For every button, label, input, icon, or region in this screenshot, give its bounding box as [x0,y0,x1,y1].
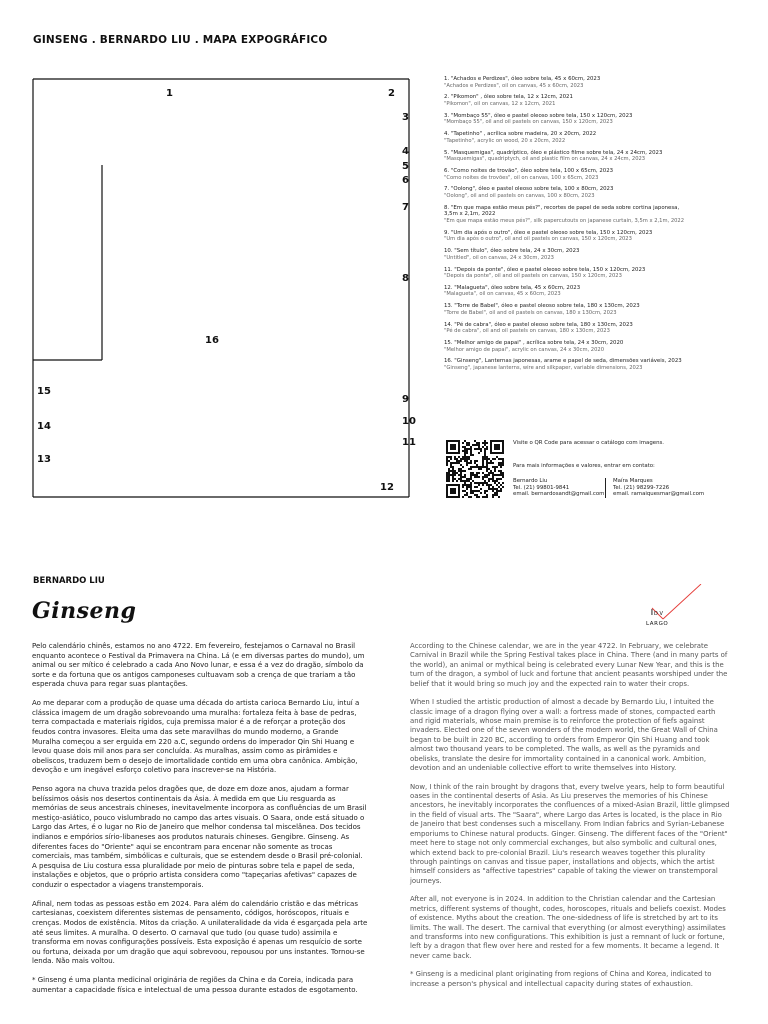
map-number: 7 [402,202,409,213]
paragraph: When I studied the artistic production of almost a decade by Bernardo Liu, I intuited the classic image of a dragon flying over a wall: a fortress made of stones, compacted earth and rigid materials, whose main premise is to reinforce the protection of fiefs against invaders. Elected one of the seven wonders of the modern world, the Great Wall of China began to be built in 220 BC, according to orders from Emperor Qin Shi Huang and took almost two thousand years to be completed. The walls, as well as the pyramids and obelisks, translate the desire for immortality contained in a canonical work. Ambition, devotion and an undeniable collective effort to write themselves into History. [410,698,718,773]
paragraph: Ao me deparar com a produção de quase uma década do artista carioca Bernardo Liu, intuí a clássica imagem de um dragão sobrevoando uma muralha: fortaleza feita à base de pedras, terra compactada e materiais rígidos, cuja premissa maior é a de reforçar a proteção dos feudos contra invasores. Eleita uma das sete maravilhas do mundo moderno, a Grande Muralha começou a ser erguida em 220 a.C, segundo ordens do imperador Qin Shi Huang e levou quase dois mil anos para ser concluída. As muralhas, assim como as pirâmides e obeliscos, traduzem bem o desejo de imortalidade contido em uma obra canônica. Ambição, devoção e um inegável esforço coletivo para inscrever-se na História. [32,699,360,775]
work-item: 7. "Oolong", óleo e pastel oleoso sobre tela, 100 x 80cm, 2023 "Oolong", oil and oil pastels on canvas, 100 x 80cm, 2023 [444,186,614,199]
work-item: 1. "Achados e Perdizes", óleo sobre tela, 45 x 60cm, 2023 "Achados e Perdizes", oil on canvas, 45 x 60cm, 2023 [444,76,601,89]
map-number: 5 [402,161,409,172]
map-number: 13 [37,454,51,465]
works-list [444,76,764,377]
footnote: * Ginseng é uma planta medicinal originária de regiões da China e da Coreia, indicada para aumentar a capacidade física e intelectual de uma pessoa durante estados de esgotamento. [32,976,358,994]
map-number: 3 [402,112,409,123]
map-number: 16 [205,335,219,346]
paragraph: After all, not everyone is in 2024. In addition to the Christian calendar and the Cartesian metrics, different systems of thought, codes, horoscopes, rituals and beliefs coexist. Modes of existence. Myths about the creation. The one-sidedness of life is stretched by art to its limits. The wall. The desert. The carnival that everything (or almost everything) assimilates and transforms into new configurations. This exhibition is just a remnant of luck or fortune, left by a dragon that flew over here and rested for a few moments. It became a legend. It never came back. [410,895,726,960]
map-number: 15 [37,386,51,397]
map-number: 6 [402,175,409,186]
map-number: 1 [166,88,173,99]
text-column-english [410,642,730,998]
work-item: 6. "Como noites de trovão", óleo sobre tela, 100 x 65cm, 2023 "Como noites de trovões", oil on canvas, 100 x 65cm, 2023 [444,167,614,181]
qr-caption: Visite o QR Code para acessar o catálogo com imagens. [513,440,665,446]
map-number: 14 [37,421,51,432]
work-item: 10. "Sem título", óleo sobre tela, 24 x 30cm, 2023 "Untitled", oil on canvas, 24 x 30cm, 2023 [444,248,580,261]
paragraph: Penso agora na chuva trazida pelos dragões que, de doze em doze anos, ajudam a formar belíssimos oásis nos desertos continentais da Ásia. À medida em que Liu resguarda as memórias de seus ancestrais chineses, inevitavelmente incorpora as confluências de um Brasil mestiço-asiático, pouco vislumbrado no campo das artes visuais. O Saara, onde está situado o Largo das Artes, é o lugar no Rio de Janeiro que melhor condensa tal miscelânea. Dos tecidos indianos e empórios sírio-libaneses aos produtos naturais chineses. Gengibre. Ginseng. As diferentes faces do "Oriente" aqui se encontram para encenar não somente as trocas comerciais, mas também, simbólicas e culturais, que se estendem desde o Brasil pré-colonial. A pesquisa de Liu costura essa pluralidade por meio de pinturas sobre tela e papel de seda, instalações e objetos, que o próprio artista considera como "tapeçarias afetivas" capazes de conduzir o espectador a viagens transtemporais. [32,785,367,890]
paragraph: Afinal, nem todas as pessoas estão em 2024. Para além do calendário cristão e das métricas cartesianas, coexistem diferentes sistemas de pensamento, códigos, horóscopos, rituais e crenças. Modos de existência. Mitos da criação. A unilateralidade da vida é esgarçada pela arte até seus limites. A muralha. O deserto. O carnaval que tudo (ou quase tudo) assimila e transforma em novas configurações possíveis. Esta exposição é apenas um resquício de sorte ou fortuna, deixada por um dragão que aqui sobrevoou, repousou por uns instantes. Tornou-se lenda. Não mais voltou. [32,899,368,966]
work-item: 14. "Pé de cabra", óleo e pastel oleoso sobre tela, 180 x 130cm, 2023 "Pé de cabra", oil and oil pastels on canvas, 180 x 130cm, 2023 [444,321,633,335]
qr-code-icon[interactable] [446,440,504,498]
work-item: 13. "Torre de Babel", óleo e pastel oleoso sobre tela, 180 x 130cm, 2023 "Torre de Babel", oil and oil pastels on canvas, 180 x 130cm, 2023 [444,303,640,316]
floor-plan [32,78,427,498]
work-item: 4. "Tapetinho" , acrílica sobre madeira, 20 x 20cm, 2022 "Tapetinho", acrylic on wood, 20 x 20cm, 2022 [444,131,597,144]
artist-name: BERNARDO LIU [33,576,105,586]
footnote: * Ginseng is a medicinal plant originating from regions of China and Korea, indicated to increase a person's physical and intellectual capacity during states of exhaustion. [410,970,712,988]
work-item: 3. "Mombaço 55", óleo e pastel oleoso sobre tela, 150 x 120cm, 2023 "Mombaço 55", oil and oil pastels on canvas, 150 x 120cm, 2023 [444,112,633,126]
work-item: 2. "Pikomon" , óleo sobre tela, 12 x 12cm, 2021 "Pikomon", oil on canvas, 12 x 12cm, 2021 [444,94,573,107]
logo-text: LARGO [646,621,669,626]
paragraph: Pelo calendário chinês, estamos no ano 4722. Em fevereiro, festejamos o Carnaval no Brasil enquanto acontece o Festival da Primavera na China. Lá (e em diversas partes do mundo), um animal ou ser mítico é celebrado a cada Ano Novo lunar, e essa é a vez do dragão, símbolo da sorte e da fortuna que os antigos camponeses cultuavam sob a crença de que trariam a tão esperada chuva para regar suas plantações. [32,642,365,689]
work-item: 11. "Depois da ponte", óleo e pastel oleoso sobre tela, 150 x 120cm, 2023 "Depois da ponte", oil and oil pastels on canvas, 150 x 120cm, 2023 [444,266,646,280]
work-item: 15. "Melhor amigo de papai" , acrílica sobre tela, 24 x 30cm, 2020 "Melhor amigo de papai", acrylic on canvas, 24 x 30cm, 2020 [444,340,624,353]
map-number: 10 [402,416,416,427]
work-item: 9. "Um dia após o outro", óleo e pastel oleoso sobre tela, 150 x 120cm, 2023 "Um dia após o outro", oil and oil pastels on canvas, 150 x 120cm, 2023 [444,229,653,243]
logo-mark: D V [654,611,663,617]
page-title: GINSENG . BERNARDO LIU . MAPA EXPOGRÁFICO [33,34,328,46]
map-number: 8 [402,273,409,284]
paragraph: According to the Chinese calendar, we are in the year 4722. In February, we celebrate Carnival in Brazil while the Spring Festival takes place in China. There (and in many parts of the world), an animal or mythical being is celebrated every Lunar New Year, and this is the turn of the dragon, a symbol of luck and fortune that ancient peasants worshiped under the belief that it would bring so much joy and the expected rain to water their crops. [410,642,728,688]
email-link[interactable]: email. ramaiquesmar@gmail.com [613,491,705,498]
floor-plan-walls [32,78,427,498]
email-link[interactable]: email. bernardosandt@gmail.com [513,491,605,498]
contact-bernardo: Bernardo Liu Tel. (21) 99801-9841 email. bernardosandt@gmail.com [513,478,605,498]
map-number: 2 [388,88,395,99]
map-number: 9 [402,394,409,405]
paragraph: Now, I think of the rain brought by dragons that, every twelve years, help to form beautiful oases in the continental deserts of Asia. As Liu preserves the memories of his Chinese ancestors, he inevitably incorporates the confluences of a mixed-Asian Brazil, little glimpsed in the field of visual arts. The "Saara", where Largo das Artes is located, is the place in Rio de Janeiro that best condenses such a miscellany. From Indian fabrics and Syrian-Lebanese emporiums to Chinese natural products. Ginger. Ginseng. The different faces of the "Orient" meet here to stage not only commercial exchanges, but also symbolic and cultural ones, which extend back to pre-colonial Brazil. Liu's research weaves together this plurality through paintings on canvas and tissue paper, installations and objects, which the artist himself considers as "affective tapestries" capable of taking the viewer on transtemporal journeys. [410,782,730,885]
map-number: 4 [402,146,409,157]
exhibition-title: Ginseng [32,598,137,624]
work-item: 12. "Malagueta", óleo sobre tela, 45 x 60cm, 2023 "Malagueta", oil on canvas, 45 x 60cm, 2023 [444,284,581,298]
map-number: 11 [402,437,416,448]
text-column-portuguese [32,642,368,1005]
work-item: 16. "Ginseng", Lanternas japonesas, arame e papel de seda, dimensões variáveis, 2023 "Ginseng", japanese lanterns, wire and silkpaper, variable dimensions, 2023 [444,358,682,372]
map-number: 12 [380,482,394,493]
contact-maira: Maíra Marques Tel. (21) 98299-7226 email. ramaiquesmar@gmail.com [605,478,704,498]
work-item: 5. "Masquemigas", quadríptico, óleo e plástico filme sobre tela, 24 x 24cm, 2023 "Masquemigas", quadriptych, oil and plastic film on canvas, 24 x 24cm, 2023 [444,149,663,163]
work-item: 8. "Em que mapa estão meus pés?", recortes de papel de seda sobre cortina japonesa, 3,5m x 2,1m, 2022 "Em que mapa estão meus pés?", silk papercutouts on japanese curtain, 3,5m x 2,1m, 2022 [444,204,685,224]
contact-intro: Para mais informações e valores, entrar em contato: [513,463,655,469]
largo-logo-icon [643,584,703,626]
